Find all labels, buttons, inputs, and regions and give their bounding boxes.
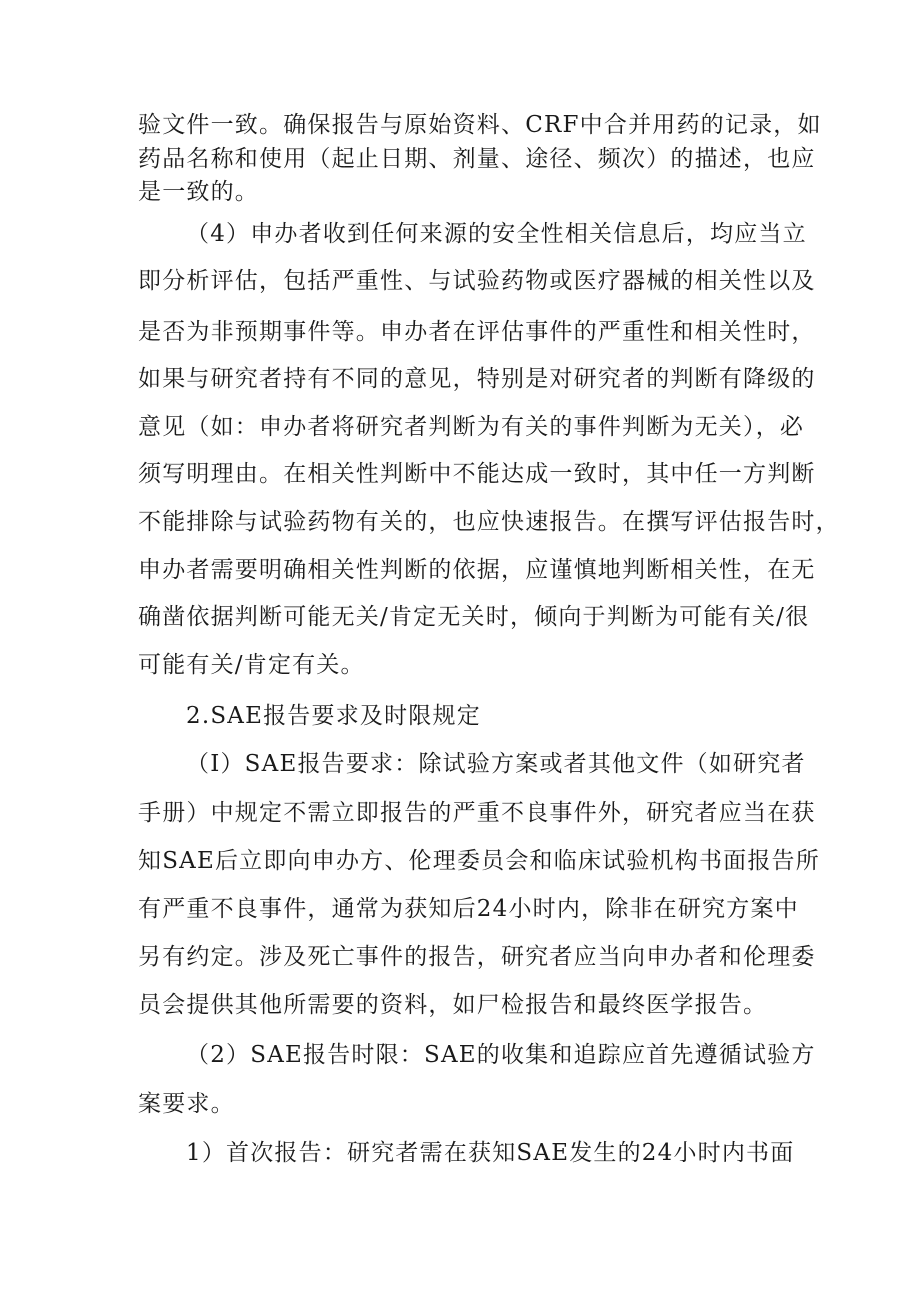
paragraph-1-first-line: 1）首次报告：研究者需在获知SAE发生的24小时内书面 <box>186 1140 795 1166</box>
text-line: 有严重不良事件，通常为获知后24小时内，除非在研究方案中 <box>138 896 799 922</box>
text-line: 员会提供其他所需要的资料，如尸检报告和最终医学报告。 <box>138 992 768 1018</box>
text-line: 验文件一致。确保报告与原始资料、CRF中合并用药的记录，如 <box>138 112 822 138</box>
text-line: 不能排除与试验药物有关的，也应快速报告。在撰写评估报告时， <box>138 509 840 535</box>
text-line: 知SAE后立即向申办方、伦理委员会和临床试验机构书面报告所 <box>138 848 820 874</box>
text-line: 是否为非预期事件等。申办者在评估事件的严重性和相关性时， <box>138 319 816 345</box>
text-line: 确凿依据判断可能无关/肯定无关时，倾向于判断为可能有关/很 <box>138 604 810 630</box>
text-line: 手册）中规定不需立即报告的严重不良事件外，研究者应当在获 <box>138 800 816 826</box>
paragraph-2-first-line: （2）SAE报告时限：SAE的收集和追踪应首先遵循试验方 <box>186 1042 816 1068</box>
text-line: 须写明理由。在相关性判断中不能达成一致时，其中任一方判断 <box>138 461 816 487</box>
text-line: 是一致的。 <box>138 179 259 205</box>
paragraph-4-first-line: （4）申办者收到任何来源的安全性相关信息后，均应当立 <box>186 221 807 247</box>
text-line: 药品名称和使用（起止日期、剂量、途径、频次）的描述，也应 <box>138 146 816 172</box>
text-line: 意见（如：申办者将研究者判断为有关的事件判断为无关），必 <box>138 414 805 440</box>
text-line: 申办者需要明确相关性判断的依据，应谨慎地判断相关性，在无 <box>138 557 816 583</box>
text-line: 即分析评估，包括严重性、与试验药物或医疗器械的相关性以及 <box>138 268 816 294</box>
text-line: 另有约定。涉及死亡事件的报告，研究者应当向申办者和伦理委 <box>138 944 816 970</box>
text-line: 如果与研究者持有不同的意见，特别是对研究者的判断有降级的 <box>138 366 816 392</box>
text-line: 可能有关/肯定有关。 <box>138 652 365 678</box>
text-line: 案要求。 <box>138 1091 235 1117</box>
section-heading: 2.SAE报告要求及时限规定 <box>186 703 481 729</box>
paragraph-I-first-line: （I）SAE报告要求：除试验方案或者其他文件（如研究者 <box>186 751 806 777</box>
